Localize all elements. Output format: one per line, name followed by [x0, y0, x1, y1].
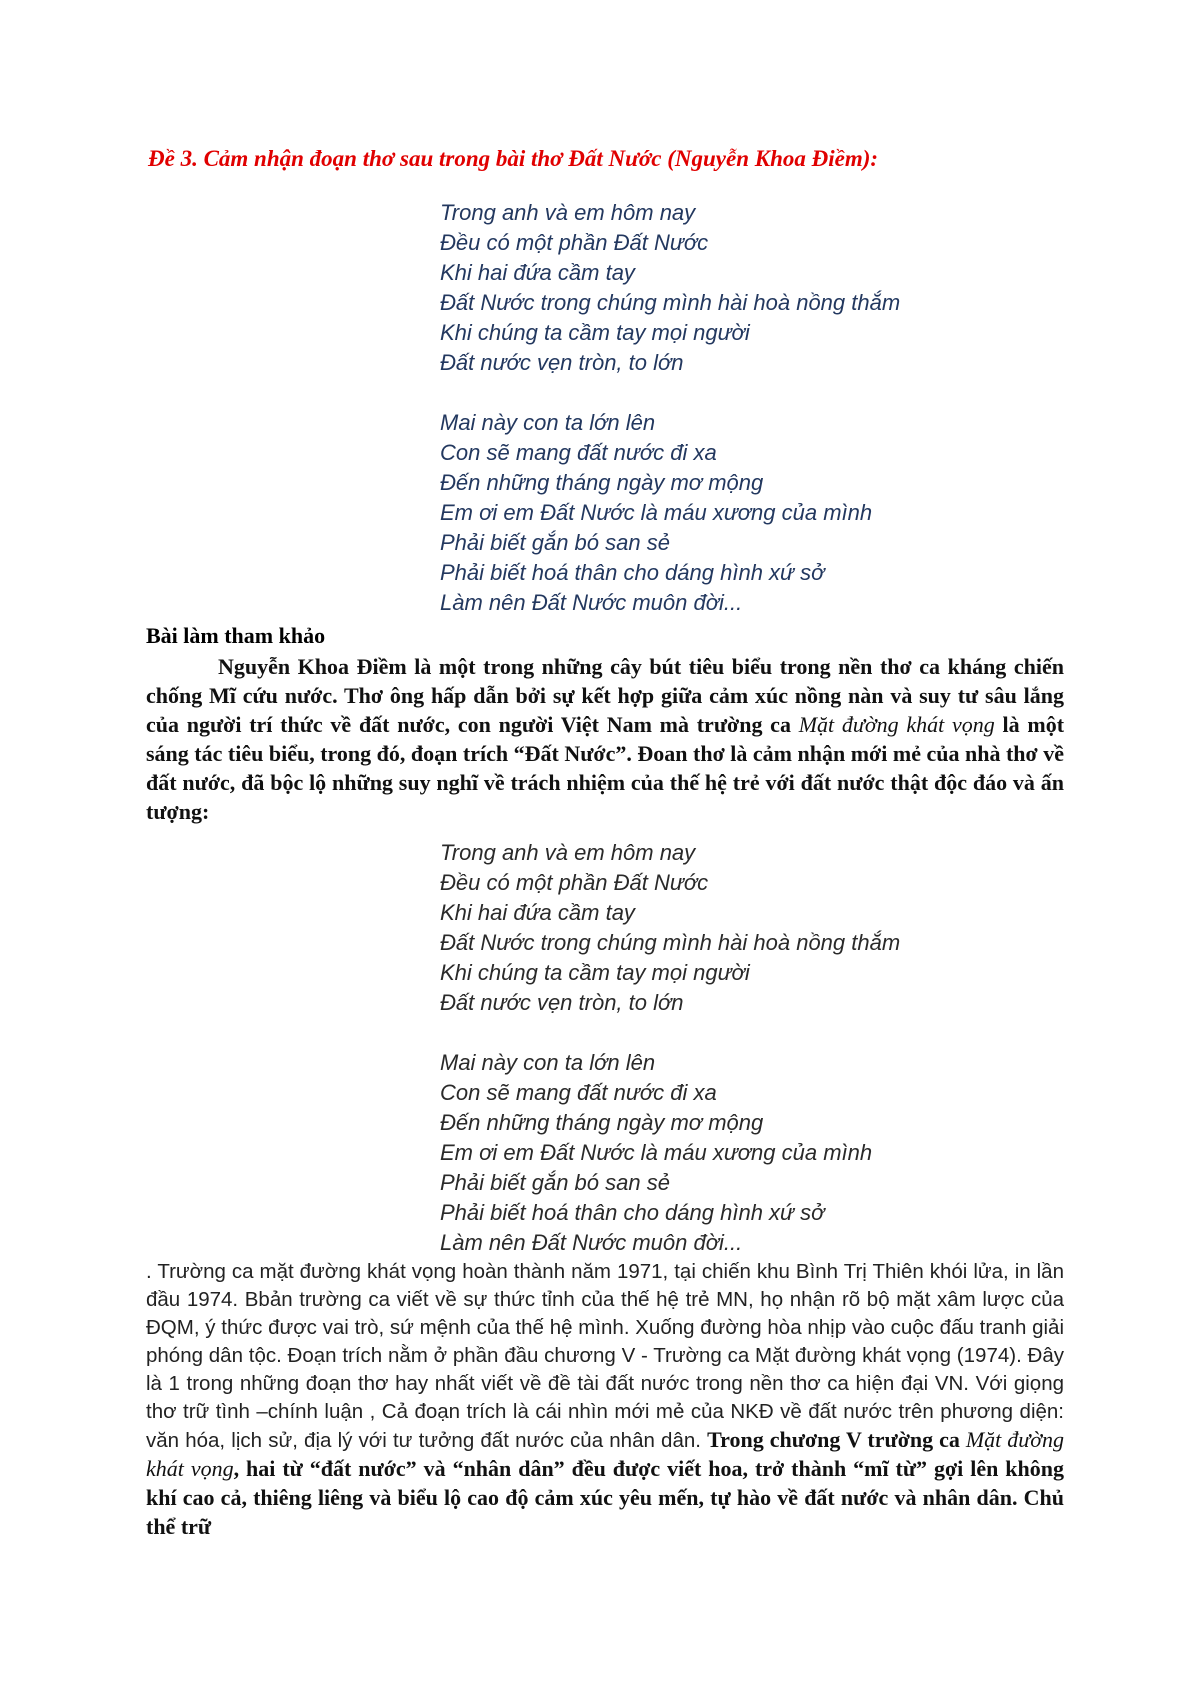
intro-text: Nguyễn Khoa Điềm là một trong những cây bút tiêu biểu trong nền thơ ca kháng chiến chống Mĩ cứu nước. Thơ ông hấp dẫn bởi sự kết hợp giữa cảm xúc nồng nàn và suy tư sâu lắng của người trí thức về đất nước, con người Việt Nam mà trường ca: [146, 654, 1064, 737]
section-heading: Bài làm tham khảo: [146, 623, 326, 648]
poem-line: Em ơi em Đất Nước là máu xương của mình: [440, 1140, 873, 1165]
poem-line: Phải biết hoá thân cho dáng hình xứ sở: [440, 1200, 825, 1225]
body-paragraph: [146, 1258, 1064, 1542]
work-title: Mặt đường khát vọng: [146, 1427, 1064, 1481]
poem-line: Đất Nước trong chúng mình hài hoà nồng thắm: [440, 290, 901, 315]
poem-line: Làm nên Đất Nước muôn đời...: [440, 1230, 743, 1255]
poem-line: Đến những tháng ngày mơ mộng: [440, 470, 764, 495]
work-title: Mặt đường khát vọng: [798, 712, 995, 737]
poem-line: Khi chúng ta cầm tay mọi người: [440, 320, 750, 345]
poem-line: Đều có một phần Đất Nước: [440, 230, 709, 255]
poem-excerpt: [440, 198, 900, 618]
poem-line: Khi hai đứa cầm tay: [440, 900, 635, 925]
body-bold-segment: , hai từ “đất nước” và “nhân dân” đều được viết hoa, trở thành “mĩ từ” gợi lên không khí cao cả, thiêng liêng và biểu lộ cao độ cảm xúc yêu mến, tự hào về đất nước và nhân dân. Chủ thể trữ: [146, 1456, 1064, 1539]
page-title: Đề 3. Cảm nhận đoạn thơ sau trong bài thơ Đất Nước (Nguyễn Khoa Điềm):: [148, 146, 879, 171]
poem-line: Phải biết hoá thân cho dáng hình xứ sở: [440, 560, 825, 585]
poem-line: Khi chúng ta cầm tay mọi người: [440, 960, 750, 985]
poem-line: Đều có một phần Đất Nước: [440, 870, 709, 895]
poem-line: Đất nước vẹn tròn, to lớn: [440, 990, 684, 1015]
poem-line: Phải biết gắn bó san sẻ: [440, 530, 670, 555]
body-bold-segment: Trong chương V trường ca: [707, 1427, 966, 1452]
poem-line: Con sẽ mang đất nước đi xa: [440, 440, 717, 465]
poem-line: Khi hai đứa cầm tay: [440, 260, 635, 285]
intro-text: là một sáng tác tiêu biểu, trong đó, đoạn trích “Đất Nước”. Đoan thơ là cảm nhận mới mẻ của nhà thơ về đất nước, đã bộc lộ những suy nghĩ về trách nhiệm của thế hệ trẻ với đất nước thật độc đáo và ấn tượng:: [146, 712, 1065, 824]
poem-quote: [440, 838, 900, 1258]
poem-line: Phải biết gắn bó san sẻ: [440, 1170, 670, 1195]
poem-line: Đến những tháng ngày mơ mộng: [440, 1110, 764, 1135]
stanza-gap: [440, 378, 900, 408]
poem-line: Mai này con ta lớn lên: [440, 1050, 656, 1075]
intro-paragraph: [146, 652, 1064, 826]
poem-line: Mai này con ta lớn lên: [440, 410, 656, 435]
poem-line: Làm nên Đất Nước muôn đời...: [440, 590, 743, 615]
poem-line: Đất nước vẹn tròn, to lớn: [440, 350, 684, 375]
body-text: . Trường ca mặt đường khát vọng hoàn thành năm 1971, tại chiến khu Bình Trị Thiên khói lửa, in lần đầu 1974. Bbản trường ca viết về sự thức tỉnh của thế hệ trẻ MN, họ nhận rõ bộ mặt xâm lược của ĐQM, ý thức được vai trò, sứ mệnh của thế hệ mình. Xuống đường hòa nhịp vào cuộc đấu tranh giải phóng dân tộc. Đoạn trích nằm ở phần đầu chương V - Trường ca Mặt đường khát vọng (1974). Đây là 1 trong những đoạn thơ hay nhất viết về đề tài đất nước trong nền thơ ca hiện đại VN. Với giọng thơ trữ tình –chính luận , Cả đoạn trích là cái nhìn mới mẻ của NKĐ về đất nước trên phương diện: văn hóa, lịch sử, địa lý với tư tưởng đất nước của nhân dân.: [146, 1260, 1064, 1452]
poem-line: Trong anh và em hôm nay: [440, 200, 696, 225]
poem-line: Em ơi em Đất Nước là máu xương của mình: [440, 500, 873, 525]
poem-line: Con sẽ mang đất nước đi xa: [440, 1080, 717, 1105]
stanza-gap: [440, 1018, 900, 1048]
poem-line: Đất Nước trong chúng mình hài hoà nồng thắm: [440, 930, 901, 955]
poem-line: Trong anh và em hôm nay: [440, 840, 696, 865]
